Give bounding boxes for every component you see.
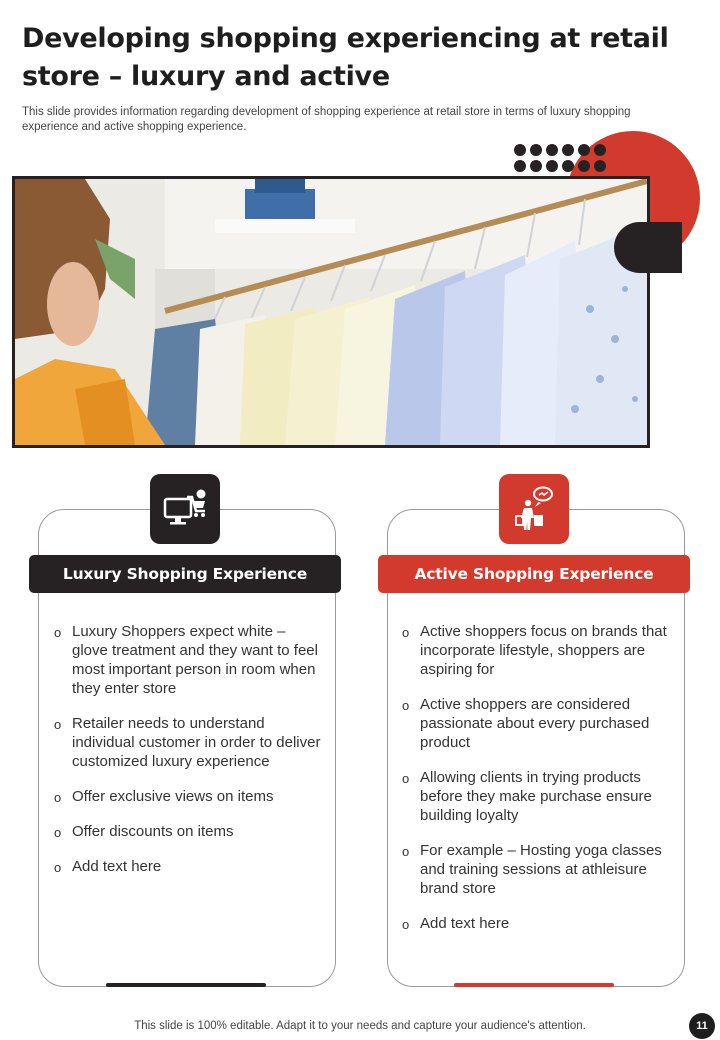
shopper-with-bags-icon [499, 474, 569, 544]
page-subtitle: This slide provides information regarding development of shopping experience at retail store in terms of luxury shopping experience and active shopping experience. [22, 106, 631, 133]
list-item: o Add text here [402, 915, 510, 932]
footer-note: This slide is 100% editable. Adapt it to your needs and capture your audience's attention. [134, 1020, 586, 1032]
list-item: o Offer discounts on items [54, 823, 234, 840]
shopping-cart-computer-icon [150, 474, 220, 544]
list-item: o Allowing clients in trying products before they make purchase ensure building loyalty [402, 769, 652, 824]
retail-store-photo [12, 176, 650, 448]
active-heading: Active Shopping Experience [378, 555, 690, 593]
decorative-dark-pill [614, 222, 682, 273]
list-item: o Luxury Shoppers expect white – glove treatment and they want to feel most important person in room when they enter store [54, 623, 318, 697]
luxury-list [54, 622, 324, 892]
list-item: o Retailer needs to understand individual customer in order to deliver customized luxury experience [54, 715, 321, 770]
list-item: o For example – Hosting yoga classes and training sessions at athleisure brand store [402, 842, 662, 897]
luxury-card-underline [106, 983, 266, 987]
list-item: o Active shoppers focus on brands that incorporate lifestyle, shoppers are aspiring for [402, 623, 667, 678]
list-item: o Offer exclusive views on items [54, 788, 274, 805]
list-item: o Add text here [54, 858, 162, 875]
page-title: Developing shopping experiencing at retail store – luxury and active [22, 23, 669, 92]
clothing-rack-illustration [15, 179, 647, 445]
luxury-heading: Luxury Shopping Experience [29, 555, 341, 593]
active-list [402, 622, 672, 949]
page-number-badge: 11 [689, 1013, 715, 1039]
list-item: o Active shoppers are considered passionate about every purchased product [402, 696, 650, 751]
active-card-underline [454, 983, 614, 987]
